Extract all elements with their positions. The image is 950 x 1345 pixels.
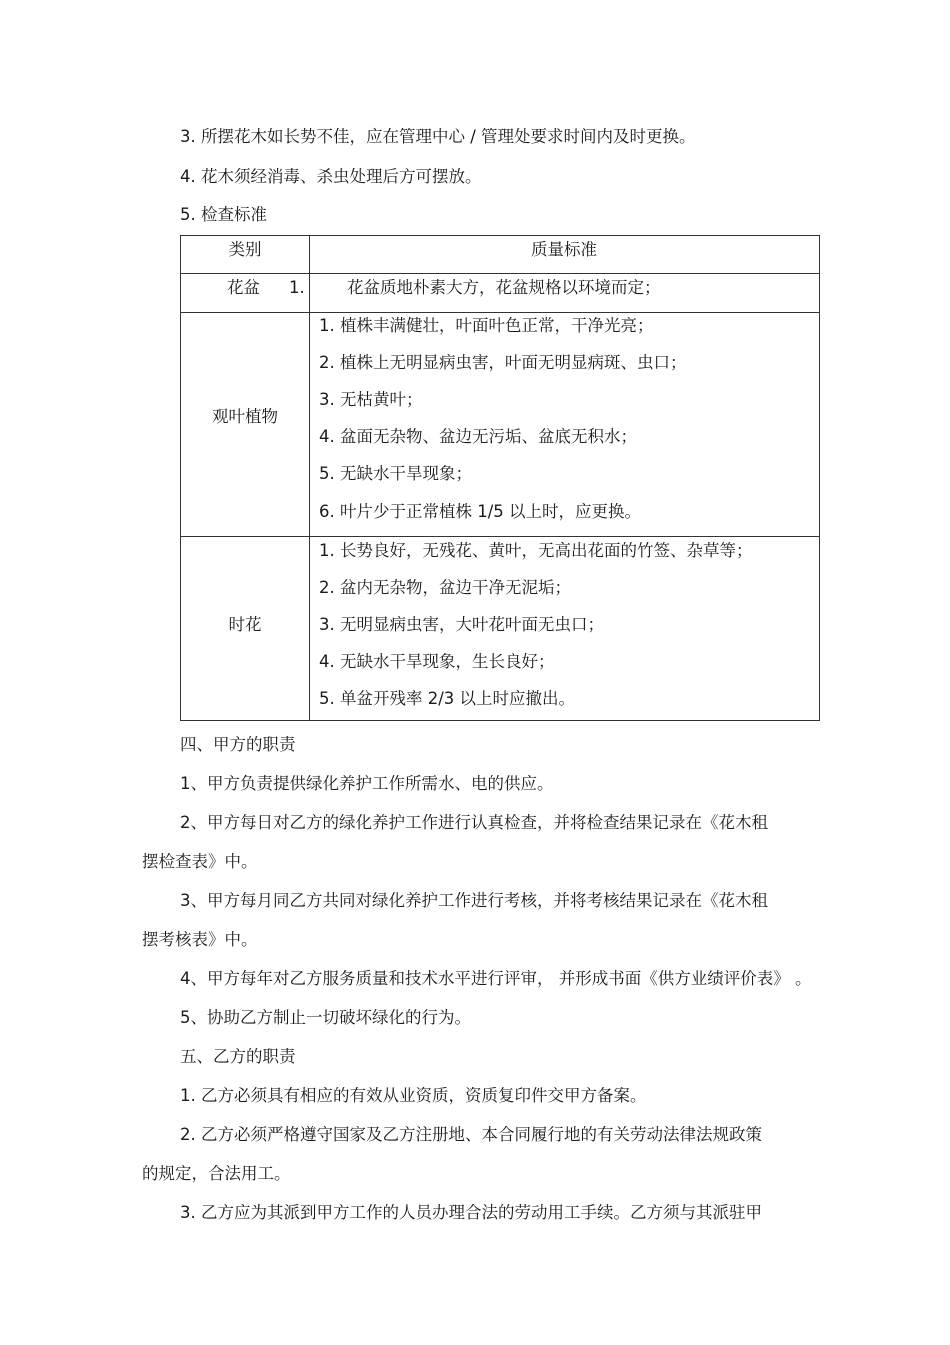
table-column-divider	[309, 236, 310, 720]
party-b-p3-line1: 3. 乙方应为其派到甲方工作的人员办理合法的劳动用工手续。乙方须与其派驻甲	[180, 1203, 762, 1222]
category-flowerpot-number: 1.	[289, 278, 305, 297]
party-b-p2-line2: 的规定，合法用工。	[142, 1164, 291, 1183]
table-item: 5. 无缺水干旱现象；	[319, 464, 472, 483]
party-a-p5: 5、协助乙方制止一切破坏绿化的行为。	[180, 1008, 471, 1027]
party-b-p2-line1: 2. 乙方必须严格遵守国家及乙方注册地、本合同履行地的有关劳动法律法规政策	[180, 1125, 762, 1144]
table-item: 花盆质地朴素大方，花盆规格以环境而定；	[347, 278, 661, 297]
party-a-heading: 四、甲方的职责	[180, 735, 296, 754]
category-seasonal-flowers: 时花	[228, 615, 262, 634]
table-item: 1. 植株丰满健壮，叶面叶色正常，干净光亮；	[319, 316, 654, 335]
table-item: 6. 叶片少于正常植株 1/5 以上时，应更换。	[319, 502, 642, 521]
table-row-divider	[181, 536, 819, 537]
table-item: 4. 盆面无杂物、盆边无污垢、盆底无积水；	[319, 427, 637, 446]
party-b-p1: 1. 乙方必须具有相应的有效从业资质，资质复印件交甲方备案。	[180, 1086, 647, 1105]
table-item: 4. 无缺水干旱现象，生长良好；	[319, 652, 555, 671]
party-a-p1: 1、甲方负责提供绿化养护工作所需水、电的供应。	[180, 774, 554, 793]
item-3: 3. 所摆花木如长势不佳，应在管理中心 / 管理处要求时间内及时更换。	[180, 127, 696, 146]
inspection-standard-table	[180, 235, 820, 721]
header-standard: 质量标准	[531, 240, 597, 259]
party-a-p3-line1: 3、甲方每月同乙方共同对绿化养护工作进行考核，并将考核结果记录在《花木租	[180, 891, 768, 910]
table-item: 3. 无枯黄叶；	[319, 390, 423, 409]
party-a-p3-line2: 摆考核表》中。	[142, 930, 258, 949]
table-item: 3. 无明显病虫害，大叶花叶面无虫口；	[319, 615, 604, 634]
party-b-heading: 五、乙方的职责	[180, 1047, 296, 1066]
header-category: 类别	[228, 240, 262, 259]
item-4: 4. 花木须经消毒、杀虫处理后方可摆放。	[180, 167, 482, 186]
party-a-p2-line2: 摆检查表》中。	[142, 852, 258, 871]
table-item: 5. 单盆开残率 2/3 以上时应撤出。	[319, 689, 576, 708]
party-a-p2-line1: 2、甲方每日对乙方的绿化养护工作进行认真检查，并将检查结果记录在《花木租	[180, 813, 768, 832]
party-a-p4: 4、甲方每年对乙方服务质量和技术水平进行评审， 并形成书面《供方业绩评价表》 。	[180, 969, 812, 988]
category-flowerpot: 花盆	[227, 278, 260, 297]
table-item: 2. 植株上无明显病虫害，叶面无明显病斑、虫口；	[319, 353, 687, 372]
table-item: 2. 盆内无杂物，盆边干净无泥垢；	[319, 578, 571, 597]
table-item: 1. 长势良好，无残花、黄叶，无高出花面的竹签、杂草等；	[319, 541, 753, 560]
item-5-heading: 5. 检查标准	[180, 205, 267, 224]
table-row-divider	[181, 273, 819, 274]
category-foliage-plants: 观叶植物	[212, 407, 278, 426]
table-row-divider	[181, 312, 819, 313]
